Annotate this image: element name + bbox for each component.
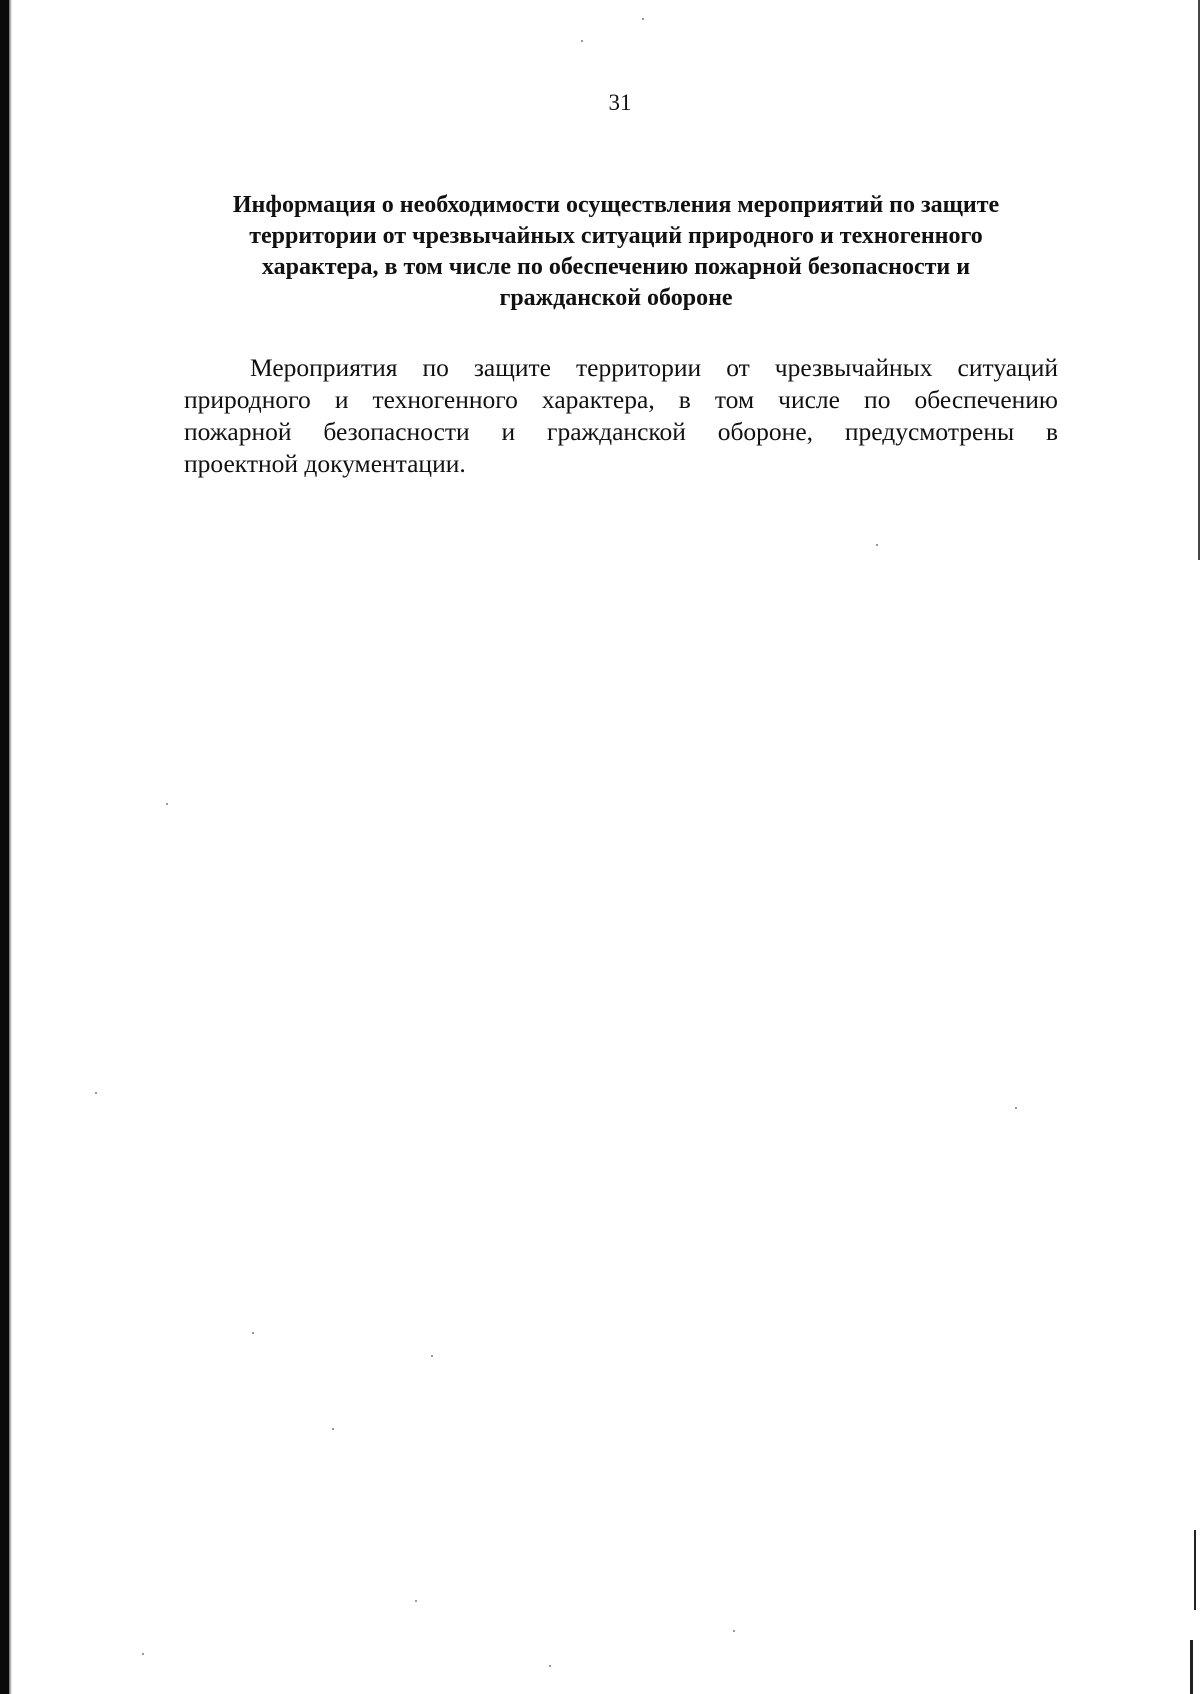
scan-mark [1190,1640,1193,1694]
heading-line: характера, в том числе по обеспечению пожарной безопасности и [261,254,971,280]
scan-speck [332,1428,334,1430]
section-heading [176,190,1056,314]
scan-speck [95,1092,97,1094]
paragraph-line: Мероприятия по защите территории от чрезвычайных ситуаций [250,353,1058,382]
scan-speck [581,40,583,42]
scan-speck [1015,1107,1017,1109]
scan-mark [1194,1530,1196,1610]
scan-speck [733,1630,735,1632]
paragraph-line: пожарной безопасности и гражданской обороне, предусмотрены в [184,417,1058,446]
heading-line: территории от чрезвычайных ситуаций природного и техногенного [249,223,983,249]
scan-speck [252,1332,254,1334]
scan-speck [549,1665,551,1667]
scan-speck [142,1653,144,1655]
heading-line: гражданской обороне [499,285,733,311]
scan-speck [431,1355,433,1357]
paragraph-line: проектной документации. [184,449,466,478]
scan-edge-left-shadow [9,0,12,1694]
scan-speck [642,18,644,20]
page-number: 31 [608,90,632,115]
scan-speck [876,544,878,546]
paragraph-line: природного и техногенного характера, в том числе по обеспечению [184,385,1058,414]
body-paragraph [184,352,1058,480]
scan-speck [166,803,168,805]
scan-edge-left [0,0,9,1694]
scan-speck [415,1600,417,1602]
heading-line: Информация о необходимости осуществления мероприятий по защите [232,192,1000,218]
